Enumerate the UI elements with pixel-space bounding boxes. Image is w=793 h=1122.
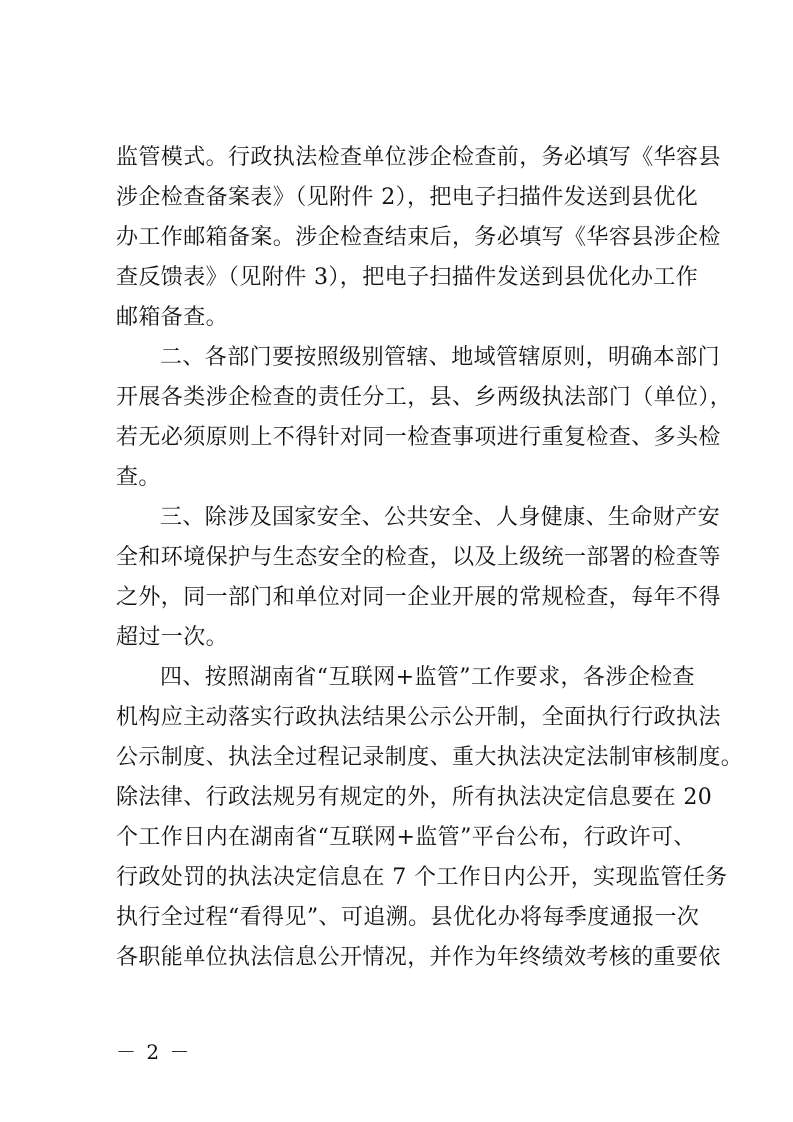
text-line: 查反馈表》（见附件 3），把电子扫描件发送到县优化办工作	[116, 265, 699, 290]
paragraph-two-start: 二、各部门要按照级别管辖、地域管辖原则，明确本部门	[160, 345, 721, 370]
text-line: 开展各类涉企检查的责任分工，县、乡两级执法部门（单位），	[116, 385, 733, 410]
paragraph-four-start: 四、按照湖南省“互联网+监管”工作要求，各涉企检查	[160, 665, 695, 690]
text-line: 除法律、行政法规另有规定的外，所有执法决定信息要在 20	[116, 785, 713, 810]
text-line: 办工作邮箱备案。涉企检查结束后，务必填写《华容县涉企检	[116, 225, 721, 250]
paragraph-three-start: 三、除涉及国家安全、公共安全、人身健康、生命财产安	[160, 505, 721, 530]
text-line: 机构应主动落实行政执法结果公示公开制，全面执行行政执法	[116, 705, 721, 730]
text-line: 涉企检查备案表》（见附件 2），把电子扫描件发送到县优化	[116, 185, 699, 210]
text-line: 监管模式。行政执法检查单位涉企检查前，务必填写《华容县	[116, 145, 721, 170]
text-line: 个工作日内在湖南省“互联网+监管”平台公布，行政许可、	[116, 825, 696, 850]
text-line: 查。	[116, 465, 161, 490]
text-line: 若无必须原则上不得针对同一检查事项进行重复检查、多头检	[116, 425, 721, 450]
text-line: 公示制度、执法全过程记录制度、重大执法决定法制审核制度。	[116, 745, 744, 770]
text-line: 邮箱备查。	[116, 305, 229, 330]
text-line: 执行全过程“看得见”、可追溯。县优化办将每季度通报一次	[116, 905, 700, 930]
text-line: 全和环境保护与生态安全的检查，以及上级统一部署的检查等	[116, 545, 721, 570]
text-line: 之外，同一部门和单位对同一企业开展的常规检查，每年不得	[116, 585, 721, 610]
page-number: － 2 －	[116, 1040, 192, 1064]
text-line: 各职能单位执法信息公开情况，并作为年终绩效考核的重要依	[116, 945, 721, 970]
text-line: 行政处罚的执法决定信息在 7 个工作日内公开，实现监管任务	[116, 865, 728, 890]
text-line: 超过一次。	[116, 625, 229, 650]
